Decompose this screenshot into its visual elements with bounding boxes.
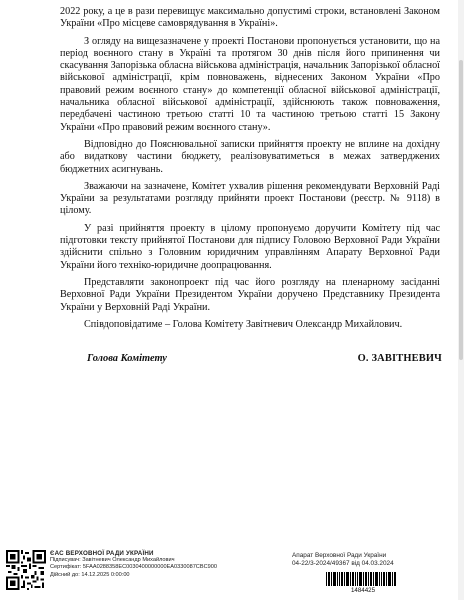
signature-title: Голова Комітету xyxy=(87,353,167,364)
paragraph: 2022 року, а це в рази перевищує максимально допустимі строки, встановлені Законом України «Про місцеве самоврядування в Україні». xyxy=(60,6,440,30)
barcode-icon xyxy=(326,572,396,586)
document-footer xyxy=(0,542,464,600)
signature-name: О. ЗАВІТНЕВИЧ xyxy=(357,353,442,364)
scrollbar-thumb[interactable] xyxy=(459,60,463,360)
paragraph: З огляду на вищезазначене у проекті Постанови пропонується установити, що на період воєнного стану в Україні та протягом 30 днів після його припинення чи скасування Запорізька обласна військова адміністрація, начальник Запорізької обласної військової адміністрації, крім повноважень, віднесених Законом України «Про правовий режим воєнного стану» до компетенції обласної військової адміністрації, начальника обласної військової адміністрації, здійснюють також повноваження, передбачені частиною третьою статті 10 та частиною третьою статті 15 Закону України «Про правовий режим воєнного стану». xyxy=(60,35,440,133)
registration-number: 04-22/3-2024/49367 від 04.03.2024 xyxy=(292,560,394,567)
signature-block xyxy=(87,353,442,364)
vertical-scrollbar[interactable] xyxy=(458,0,464,600)
paragraph: Співдоповідатиме – Голова Комітету Завітневич Олександр Михайлович. xyxy=(84,318,403,330)
ecp-header: ЄАС ВЕРХОВНОЇ РАДИ УКРАЇНИ xyxy=(50,550,154,557)
qr-code-icon xyxy=(6,550,46,590)
ecp-signer: Підписувач: Завітневич Олександр Михайлович xyxy=(50,557,175,564)
barcode-number: 1484425 xyxy=(350,587,376,594)
ecp-valid-until: Дійсний до: 14.12.2025 0:00:00 xyxy=(50,571,130,578)
paragraph: Представляти законопроект під час його розгляду на пленарному засіданні Верховної Ради України Президентом України доручено Представнику Президента України у Верховній Раді України. xyxy=(60,276,440,313)
ecp-certificate: Сертифікат: 5FAA0288358EC0030400000000EA0330087CBC900 xyxy=(50,564,217,571)
paragraph: Відповідно до Пояснювальної записки прийняття проекту не вплине на дохідну або видаткову частини бюджету, реалізовуватиметься в межах затверджених бюджетних асигнувань. xyxy=(60,138,440,175)
electronic-signature-stamp xyxy=(50,550,250,579)
paragraph: Зважаючи на зазначене, Комітет ухвалив рішення рекомендувати Верховній Раді України за результатами розгляду прийняти проект Постанови (реєстр. № 9118) в цілому. xyxy=(60,180,440,217)
paragraph: У разі прийняття проекту в цілому пропонуємо доручити Комітету під час підготовки тексту прийнятої Постанови для підпису Головою Верховної Ради України здійснити спільно з Головним юридичним управлінням Апарату Верховної Ради України його техніко-юридичне доопрацювання. xyxy=(60,222,440,271)
document-body xyxy=(60,6,440,336)
registration-office: Апарат Верховної Ради України xyxy=(292,552,387,559)
registration-stamp xyxy=(292,552,412,568)
